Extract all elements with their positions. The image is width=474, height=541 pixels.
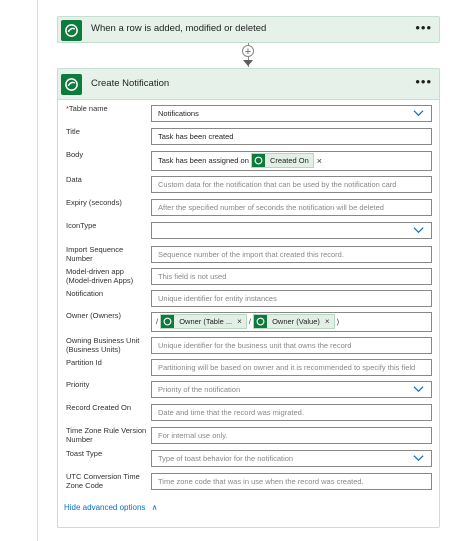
priority-dropdown[interactable] bbox=[151, 381, 432, 398]
title-input[interactable] bbox=[151, 128, 432, 145]
owner-value-token[interactable] bbox=[253, 314, 334, 329]
dataverse-logo-icon bbox=[161, 315, 174, 328]
notification-label: Notification bbox=[66, 289, 104, 298]
tz-rule-input[interactable] bbox=[151, 427, 432, 444]
hide-advanced-options-link[interactable] bbox=[64, 503, 157, 512]
action-more-icon[interactable]: ••• bbox=[415, 74, 432, 89]
hide-advanced-options-label: Hide advanced options bbox=[64, 503, 146, 512]
trigger-more-icon[interactable]: ••• bbox=[415, 20, 432, 35]
token-close-icon[interactable]: × bbox=[316, 156, 323, 166]
owner-input[interactable] bbox=[151, 312, 432, 332]
table-name-value: Notifications bbox=[158, 109, 199, 118]
partition-id-placeholder: Partitioning will be based on owner and it is recommended to specify this field bbox=[158, 363, 416, 372]
record-created-on-placeholder: Date and time that the record was migrated. bbox=[158, 408, 304, 417]
data-input[interactable] bbox=[151, 176, 432, 193]
token-close-icon[interactable]: × bbox=[237, 317, 242, 326]
toast-type-label: Toast Type bbox=[66, 449, 103, 458]
notification-placeholder: Unique identifier for entity instances bbox=[158, 294, 277, 303]
record-created-on-label: Record Created On bbox=[66, 403, 132, 412]
owner-suffix: ) bbox=[336, 317, 340, 326]
owning-bu-placeholder: Unique identifier for the business unit that owns the record bbox=[158, 341, 352, 350]
trigger-title: When a row is added, modified or deleted bbox=[91, 23, 267, 34]
created-on-token[interactable] bbox=[251, 153, 314, 168]
data-placeholder: Custom data for the notification that can be used by the notification card bbox=[158, 180, 397, 189]
import-sequence-input[interactable] bbox=[151, 246, 432, 263]
create-notification-card bbox=[57, 68, 440, 528]
body-input[interactable] bbox=[151, 151, 432, 171]
title-value: Task has been created bbox=[158, 132, 234, 141]
action-title: Create Notification bbox=[91, 78, 170, 89]
import-sequence-label: Import Sequence Number bbox=[66, 245, 124, 263]
body-label: Body bbox=[66, 150, 84, 159]
model-driven-app-input[interactable] bbox=[151, 268, 432, 285]
toast-type-placeholder: Type of toast behavior for the notification bbox=[158, 454, 294, 463]
owner-table-token[interactable] bbox=[160, 314, 247, 329]
partition-id-label: Partition Id bbox=[66, 358, 102, 367]
priority-placeholder: Priority of the notification bbox=[158, 385, 241, 394]
table-name-dropdown[interactable] bbox=[151, 105, 432, 122]
owner-value-token-label: Owner (Value) bbox=[272, 317, 320, 326]
required-mark: * bbox=[66, 104, 69, 113]
table-name-label bbox=[66, 105, 151, 114]
expiry-input[interactable] bbox=[151, 199, 432, 216]
token-close-icon[interactable]: × bbox=[324, 317, 330, 326]
owner-label: Owner (Owners) bbox=[66, 311, 122, 320]
body-value: Task has been assigned on bbox=[158, 156, 249, 165]
notification-input[interactable] bbox=[151, 290, 432, 307]
page-guide-line bbox=[37, 0, 38, 541]
record-created-on-input[interactable] bbox=[151, 404, 432, 421]
dataverse-logo-icon bbox=[252, 154, 265, 167]
chevron-up-icon: ∧ bbox=[151, 503, 158, 512]
icon-type-label: IconType bbox=[66, 221, 97, 230]
add-step-icon[interactable]: + bbox=[242, 45, 254, 57]
icon-type-dropdown[interactable] bbox=[151, 222, 432, 239]
trigger-header[interactable] bbox=[58, 17, 439, 44]
import-sequence-placeholder: Sequence number of the import that created this record. bbox=[158, 250, 344, 259]
toast-type-dropdown[interactable] bbox=[151, 450, 432, 467]
chevron-down-icon[interactable] bbox=[413, 109, 424, 117]
data-label: Data bbox=[66, 175, 82, 184]
created-on-token-label: Created On bbox=[270, 156, 309, 165]
utc-tz-placeholder: Time zone code that was in use when the record was created. bbox=[158, 477, 364, 486]
model-driven-app-label: Model-driven app (Model-driven Apps) bbox=[66, 267, 134, 285]
expiry-label: Expiry (seconds) bbox=[66, 198, 122, 207]
dataverse-logo-icon bbox=[61, 20, 82, 41]
owner-prefix: / bbox=[156, 317, 159, 326]
tz-rule-label: Time Zone Rule Version Number bbox=[66, 426, 147, 444]
title-label: Title bbox=[66, 127, 80, 136]
action-header[interactable] bbox=[58, 69, 439, 100]
chevron-down-icon[interactable] bbox=[413, 454, 424, 462]
utc-tz-label: UTC Conversion Time Zone Code bbox=[66, 472, 140, 490]
owning-bu-label: Owning Business Unit (Business Units) bbox=[66, 336, 140, 354]
arrow-down-icon bbox=[243, 60, 253, 66]
owning-bu-input[interactable] bbox=[151, 337, 432, 354]
utc-tz-input[interactable] bbox=[151, 473, 432, 490]
owner-separator: / bbox=[248, 317, 251, 326]
chevron-down-icon[interactable] bbox=[413, 226, 424, 234]
priority-label: Priority bbox=[66, 380, 90, 389]
trigger-card[interactable] bbox=[57, 16, 440, 43]
dataverse-logo-icon bbox=[254, 315, 267, 328]
chevron-down-icon[interactable] bbox=[413, 385, 424, 393]
expiry-placeholder: After the specified number of seconds the notification will be deleted bbox=[158, 203, 384, 212]
dataverse-logo-icon bbox=[61, 74, 82, 95]
tz-rule-placeholder: For internal use only. bbox=[158, 431, 228, 440]
table-name-label-text: Table name bbox=[68, 104, 108, 113]
owner-table-token-label: Owner (Table ... bbox=[179, 317, 233, 326]
partition-id-input[interactable] bbox=[151, 359, 432, 376]
model-driven-app-placeholder: This field is not used bbox=[158, 272, 227, 281]
